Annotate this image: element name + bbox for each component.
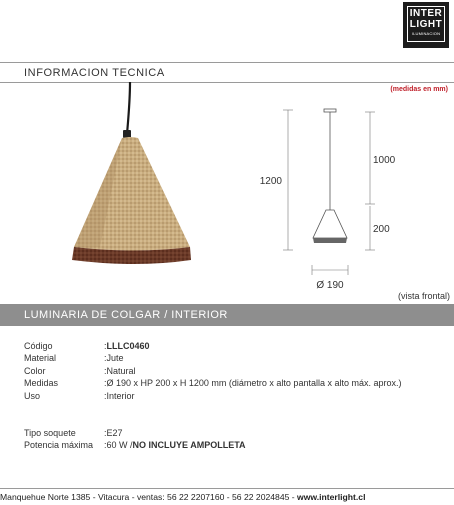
dim-shade: 200 (373, 224, 390, 235)
product-photo (50, 82, 220, 282)
spec-label: Tipo soquete (24, 427, 76, 438)
view-label: (vista frontal) (397, 291, 450, 301)
spec-colon-sep: : (104, 440, 107, 451)
spec-value-codigo: LLLC0460 (106, 341, 150, 351)
technical-drawing (250, 100, 400, 300)
spec-colon-sep: : (104, 341, 107, 351)
brand-line-2: LIGHT (409, 19, 443, 30)
spec-colon-sep: : (104, 390, 107, 401)
footer-address: Manquehue Norte 1385 - Vitacura - ventas: 56 22 2207160 - 56 22 2024845 - (0, 492, 298, 502)
spec-label: Uso (24, 390, 41, 401)
units-note: (medidas en mm) (390, 86, 448, 93)
spec-label: Color (24, 365, 46, 376)
spec-label: Medidas (24, 378, 59, 389)
shade-outline (313, 210, 347, 238)
spec-colon-sep: : (104, 365, 107, 376)
spec-label: Potencia máxima (24, 440, 94, 451)
dim-diameter: Ø 190 (316, 280, 344, 291)
footer-divider (0, 488, 454, 489)
spec-value-uso: Interior (106, 390, 135, 401)
spec-value-color: Natural (106, 365, 136, 376)
spec-value-power-note: NO INCLUYE AMPOLLETA (132, 440, 246, 451)
spec-value-medidas: Ø 190 x HP 200 x H 1200 mm (diámetro x alto pantalla x alto máx. aprox.) (106, 378, 402, 389)
brand-line-1: INTER (409, 8, 443, 19)
brand-logo-frame (407, 6, 445, 42)
footer (0, 492, 454, 505)
spec-row-medidas (24, 377, 402, 389)
spec-row-uso (24, 390, 402, 402)
spec-colon-sep: : (104, 427, 107, 438)
dim-cable: 1000 (373, 155, 396, 166)
spec-value-power: 60 W / (106, 440, 133, 451)
cable (127, 82, 130, 134)
canopy (324, 109, 336, 112)
spec-row-socket (24, 427, 402, 439)
spec-colon-sep: : (104, 378, 107, 389)
shade-base (313, 238, 347, 243)
tech-info-title: INFORMACION TECNICA (24, 67, 165, 79)
spec-value-socket: E27 (106, 427, 123, 438)
spec-row-color (24, 365, 402, 377)
brand-logo (403, 2, 449, 48)
spec-colon-sep: : (104, 353, 107, 364)
section-band (0, 304, 454, 326)
spec-gap (24, 402, 402, 414)
section-title: LUMINARIA DE COLGAR / INTERIOR (24, 309, 228, 321)
dim-total: 1200 (259, 176, 282, 187)
spec-value-material: Jute (106, 353, 124, 364)
spec-row-power (24, 439, 402, 451)
spec-gap (24, 414, 402, 426)
spec-label: Código (24, 341, 53, 351)
brand-line-3: ILUMINACION (411, 31, 441, 36)
spec-row-material (24, 352, 402, 364)
top-divider (0, 62, 454, 63)
spec-label: Material (24, 353, 57, 364)
spec-table (24, 340, 402, 452)
footer-website-link[interactable]: www.interlight.cl (297, 492, 366, 502)
cable-connector (123, 130, 131, 138)
spec-row-codigo (24, 340, 402, 352)
